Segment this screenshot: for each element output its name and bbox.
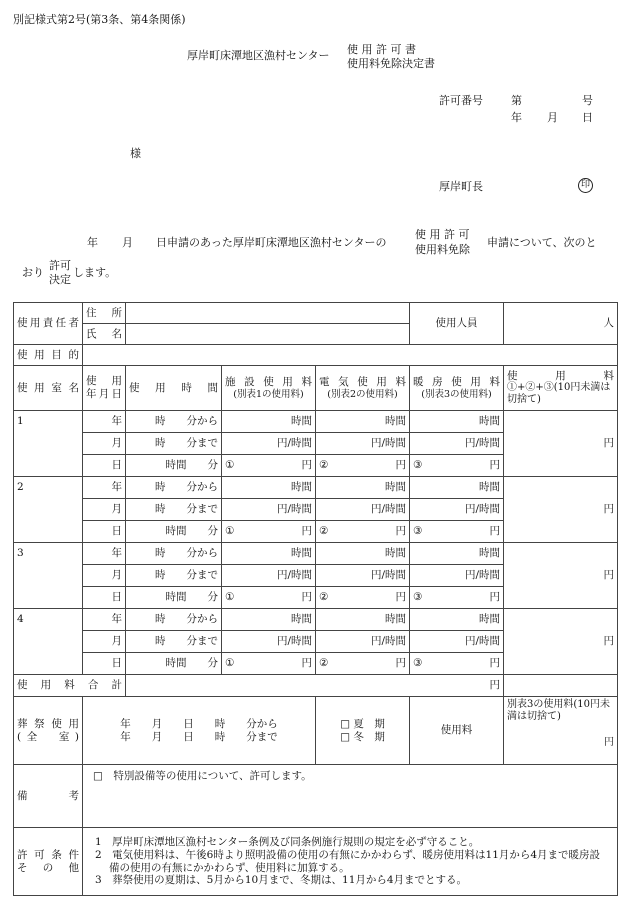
address-field[interactable] bbox=[126, 303, 410, 324]
room-1-time-from[interactable]: 時 分から bbox=[126, 411, 222, 433]
body-year: 年 bbox=[87, 236, 98, 249]
room-4-fee1-rate[interactable]: 円/時間 bbox=[222, 631, 316, 653]
funeral-label: 葬祭使用 (全 室) bbox=[14, 697, 83, 765]
body2-opt-permit: 許可 bbox=[49, 259, 71, 272]
room-2-fee1-amount[interactable]: ① 円 bbox=[222, 521, 316, 543]
room-4-total[interactable]: 円 bbox=[504, 609, 618, 675]
room-4-fee1-hours[interactable]: 時間 bbox=[222, 609, 316, 631]
date-day: 日 bbox=[582, 111, 593, 124]
room-3-fee1-amount[interactable]: ① 円 bbox=[222, 587, 316, 609]
funeral-dates[interactable]: 年 月 日 時 分から 年 月 日 時 分まで bbox=[83, 697, 316, 765]
room-4-fee3-hours[interactable]: 時間 bbox=[410, 609, 504, 631]
body-option-exempt: 使用料免除 bbox=[415, 243, 470, 256]
room-3-time-to[interactable]: 時 分まで bbox=[126, 565, 222, 587]
room-2-total[interactable]: 円 bbox=[504, 477, 618, 543]
room-2-time-from[interactable]: 時 分から bbox=[126, 477, 222, 499]
room-1-fee2-amount[interactable]: ② 円 bbox=[316, 455, 410, 477]
room-2-fee3-amount[interactable]: ③ 円 bbox=[410, 521, 504, 543]
time-header: 使 用 時 間 bbox=[126, 366, 222, 411]
room-3-fee2-amount[interactable]: ② 円 bbox=[316, 587, 410, 609]
body2-opt-decide: 決定 bbox=[49, 273, 71, 286]
addressee-sama: 様 bbox=[130, 147, 141, 160]
conditions-label: 許可条件 そ の 他 bbox=[14, 828, 83, 896]
total-fee-header: 使 用 料 ①+②+③(10円未満は切捨て) bbox=[504, 366, 618, 411]
room-2-day[interactable]: 日 bbox=[83, 521, 126, 543]
room-2-fee3-hours[interactable]: 時間 bbox=[410, 477, 504, 499]
room-3-day[interactable]: 日 bbox=[83, 587, 126, 609]
fee1-header: 施設使用料 (別表1の使用料) bbox=[222, 366, 316, 411]
name-label: 氏 名 bbox=[83, 324, 126, 345]
room-2-duration[interactable]: 時間 分 bbox=[126, 521, 222, 543]
mayor-name: 厚岸町長 bbox=[439, 180, 483, 193]
room-3-fee3-hours[interactable]: 時間 bbox=[410, 543, 504, 565]
title-permit: 使 用 許 可 書 bbox=[347, 43, 416, 56]
body-month: 月 bbox=[122, 236, 133, 249]
address-label: 住 所 bbox=[83, 303, 126, 324]
room-1-fee3-hours[interactable]: 時間 bbox=[410, 411, 504, 433]
room-name-header: 使用室名 bbox=[14, 366, 83, 411]
total-field[interactable]: 円 bbox=[126, 675, 504, 697]
room-1-month[interactable]: 月 bbox=[83, 433, 126, 455]
responsible-label: 使用責任者 bbox=[14, 303, 83, 345]
room-1-time-to[interactable]: 時 分まで bbox=[126, 433, 222, 455]
room-4-fee1-amount[interactable]: ① 円 bbox=[222, 653, 316, 675]
fee2-header: 電気使用料 (別表2の使用料) bbox=[316, 366, 410, 411]
date-month: 月 bbox=[547, 111, 558, 124]
date-year: 年 bbox=[511, 111, 522, 124]
funeral-fee-field[interactable]: 別表3の使用料(10円未満は切捨て) 円 bbox=[504, 697, 618, 765]
room-2-fee3-rate[interactable]: 円/時間 bbox=[410, 499, 504, 521]
room-1-duration[interactable]: 時間 分 bbox=[126, 455, 222, 477]
permit-number-label: 許可番号 bbox=[439, 94, 483, 107]
fee3-header: 暖房使用料 (別表3の使用料) bbox=[410, 366, 504, 411]
room-2-year[interactable]: 年 bbox=[83, 477, 126, 499]
condition-item-2: 2 電気使用料は、午後6時より照明設備の使用の有無にかかわらず、暖房使用料は11月から4月まで暖房設備の使用の有無にかかわらず、使用料に加算する。 bbox=[95, 848, 601, 874]
room-4-fee2-hours[interactable]: 時間 bbox=[316, 609, 410, 631]
room-4-month[interactable]: 月 bbox=[83, 631, 126, 653]
condition-item-1: 1 厚岸町床潭地区漁村センター条例及び同条例施行規則の規定を必ず守ること。 bbox=[95, 836, 480, 849]
room-1-year[interactable]: 年 bbox=[83, 411, 126, 433]
room-1-fee1-hours[interactable]: 時間 bbox=[222, 411, 316, 433]
room-1-fee2-hours[interactable]: 時間 bbox=[316, 411, 410, 433]
total-blank bbox=[504, 675, 618, 697]
room-4-number: 4 bbox=[14, 609, 83, 675]
purpose-label: 使用目的 bbox=[14, 345, 83, 366]
room-2-fee1-rate[interactable]: 円/時間 bbox=[222, 499, 316, 521]
date-header: 使 用 年月日 bbox=[83, 366, 126, 411]
persons-field[interactable]: 人 bbox=[504, 303, 618, 345]
body-middle: 日申請のあった厚岸町床潭地区漁村センターの bbox=[156, 236, 387, 249]
seal-icon: 印 bbox=[578, 178, 593, 193]
room-2-fee2-amount[interactable]: ② 円 bbox=[316, 521, 410, 543]
room-3-year[interactable]: 年 bbox=[83, 543, 126, 565]
room-3-fee3-amount[interactable]: ③ 円 bbox=[410, 587, 504, 609]
room-4-time-from[interactable]: 時 分から bbox=[126, 609, 222, 631]
persons-label: 使用人員 bbox=[410, 303, 504, 345]
room-4-fee3-rate[interactable]: 円/時間 bbox=[410, 631, 504, 653]
body2-pre: おり bbox=[22, 266, 44, 279]
room-1-fee3-amount[interactable]: ③ 円 bbox=[410, 455, 504, 477]
conditions-list bbox=[83, 828, 618, 896]
room-4-fee2-amount[interactable]: ② 円 bbox=[316, 653, 410, 675]
room-1-day[interactable]: 日 bbox=[83, 455, 126, 477]
funeral-fee-label: 使用料 bbox=[410, 697, 504, 765]
room-1-total[interactable]: 円 bbox=[504, 411, 618, 477]
room-3-fee2-rate[interactable]: 円/時間 bbox=[316, 565, 410, 587]
room-3-number: 3 bbox=[14, 543, 83, 609]
room-1-fee3-rate[interactable]: 円/時間 bbox=[410, 433, 504, 455]
room-3-time-from[interactable]: 時 分から bbox=[126, 543, 222, 565]
funeral-season[interactable]: □ 夏 期 □ 冬 期 bbox=[316, 697, 410, 765]
room-1-fee2-rate[interactable]: 円/時間 bbox=[316, 433, 410, 455]
form-label: 別記様式第2号(第3条、第4条関係) bbox=[13, 13, 186, 26]
room-2-fee2-hours[interactable]: 時間 bbox=[316, 477, 410, 499]
room-2-time-to[interactable]: 時 分まで bbox=[126, 499, 222, 521]
facility-name: 厚岸町床潭地区漁村センター bbox=[187, 49, 330, 62]
purpose-field[interactable] bbox=[83, 345, 618, 366]
room-1-fee1-amount[interactable]: ① 円 bbox=[222, 455, 316, 477]
room-3-month[interactable]: 月 bbox=[83, 565, 126, 587]
permit-number-dai: 第 bbox=[511, 94, 522, 107]
room-4-day[interactable]: 日 bbox=[83, 653, 126, 675]
room-2-number: 2 bbox=[14, 477, 83, 543]
remarks-field[interactable]: □ 特別設備等の使用について、許可します。 bbox=[83, 765, 618, 828]
room-3-fee1-rate[interactable]: 円/時間 bbox=[222, 565, 316, 587]
room-4-fee3-amount[interactable]: ③ 円 bbox=[410, 653, 504, 675]
room-1-number: 1 bbox=[14, 411, 83, 477]
room-1-fee1-rate[interactable]: 円/時間 bbox=[222, 433, 316, 455]
title-exemption: 使用料免除決定書 bbox=[347, 57, 435, 70]
room-2-fee2-rate[interactable]: 円/時間 bbox=[316, 499, 410, 521]
remarks-label: 備 考 bbox=[14, 765, 83, 828]
room-4-time-to[interactable]: 時 分まで bbox=[126, 631, 222, 653]
room-3-total[interactable]: 円 bbox=[504, 543, 618, 609]
total-label: 使 用 料 合 計 bbox=[14, 675, 126, 697]
room-4-fee2-rate[interactable]: 円/時間 bbox=[316, 631, 410, 653]
room-3-fee1-hours[interactable]: 時間 bbox=[222, 543, 316, 565]
body-option-permit: 使 用 許 可 bbox=[415, 228, 470, 241]
room-2-month[interactable]: 月 bbox=[83, 499, 126, 521]
room-4-duration[interactable]: 時間 分 bbox=[126, 653, 222, 675]
body2-post: します。 bbox=[73, 266, 117, 279]
room-3-duration[interactable]: 時間 分 bbox=[126, 587, 222, 609]
usage-permit-table bbox=[13, 302, 618, 896]
name-field[interactable] bbox=[126, 324, 410, 345]
room-3-fee2-hours[interactable]: 時間 bbox=[316, 543, 410, 565]
condition-item-3: 3 葬祭使用の夏期は、5月から10月まで、冬期は、11月から4月までとする。 bbox=[95, 874, 468, 887]
room-3-fee3-rate[interactable]: 円/時間 bbox=[410, 565, 504, 587]
room-4-year[interactable]: 年 bbox=[83, 609, 126, 631]
body-end: 申請について、次のと bbox=[487, 236, 597, 249]
permit-number-go: 号 bbox=[582, 94, 593, 107]
room-2-fee1-hours[interactable]: 時間 bbox=[222, 477, 316, 499]
